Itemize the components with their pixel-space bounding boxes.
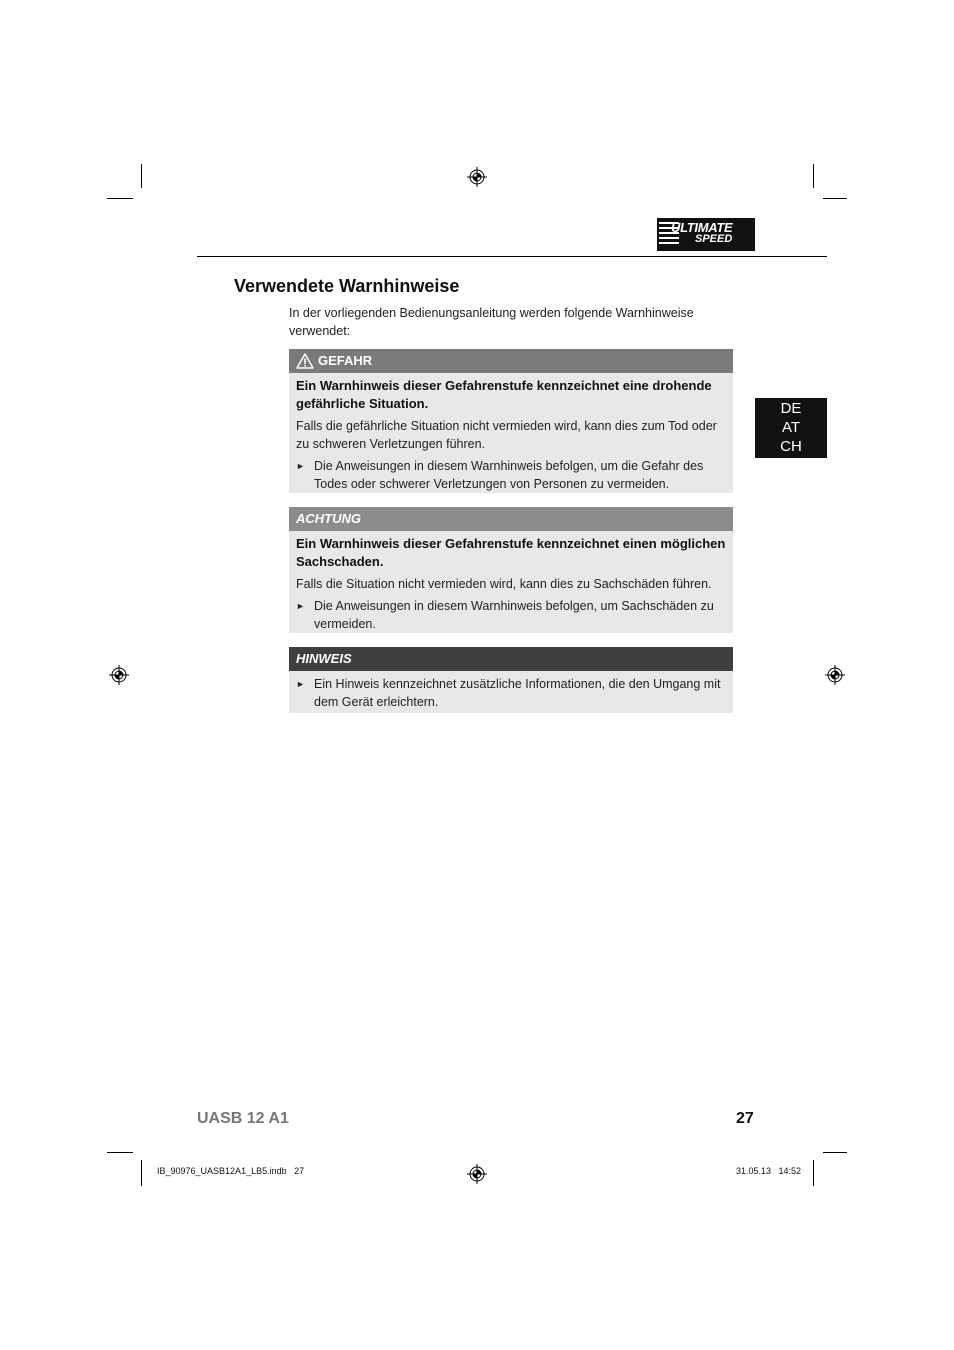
language-code: CH — [780, 438, 802, 455]
intro-paragraph: In der vorliegenden Bedienungsanleitung werden folgende Warnhinweise verwendet: — [289, 306, 694, 338]
crop-mark — [141, 164, 142, 188]
warning-box-header — [289, 507, 733, 531]
warning-box-header — [289, 349, 733, 373]
footer-model-name: UASB 12 A1 — [197, 1110, 289, 1127]
registration-mark-icon — [467, 1164, 487, 1184]
warning-box-gefahr — [289, 349, 733, 493]
crop-mark — [823, 1152, 847, 1153]
bullet-text: Die Anweisungen in diesem Warnhinweis befolgen, um Sachschäden zu vermeiden. — [314, 599, 714, 631]
registration-mark-icon — [109, 665, 129, 685]
warning-box-hinweis — [289, 647, 733, 713]
list-item — [296, 597, 726, 633]
warning-box-label: ACHTUNG — [296, 511, 361, 526]
warning-box-lead: Ein Warnhinweis dieser Gefahrenstufe kennzeichnet einen möglichen Sachschaden. — [296, 536, 726, 569]
page-title: Verwendete Warnhinweise — [234, 276, 460, 296]
warning-box-header — [289, 647, 733, 671]
warning-box-achtung — [289, 507, 733, 633]
print-slug-file: IB_90976_UASB12A1_LB5.indb 27 — [157, 1166, 305, 1176]
crop-mark — [823, 198, 847, 199]
bullet-arrow-icon: ► — [296, 679, 305, 689]
warning-triangle-icon — [296, 353, 314, 369]
language-code: AT — [781, 419, 801, 436]
warning-box-label: HINWEIS — [296, 651, 352, 666]
warning-box-label: GEFAHR — [318, 353, 373, 368]
registration-mark-icon — [467, 167, 487, 187]
list-item — [296, 457, 726, 493]
bullet-text: Ein Hinweis kennzeichnet zusätzliche Informationen, die den Umgang mit dem Gerät erleichtern. — [314, 677, 721, 709]
registration-mark-icon — [825, 665, 845, 685]
crop-mark — [107, 198, 133, 199]
logo-text-line1: ULTIMATE — [671, 220, 733, 235]
bullet-arrow-icon: ► — [296, 461, 305, 471]
list-item — [296, 675, 726, 711]
bullet-text: Die Anweisungen in diesem Warnhinweis befolgen, um die Gefahr des Todes oder schwerer Verletzungen von Personen zu vermeiden. — [314, 459, 704, 491]
warning-box-text: Falls die Situation nicht vermieden wird, kann dies zu Sachschäden führen. — [296, 577, 712, 591]
print-slug-date: 31.05.13 14:52 — [736, 1166, 802, 1176]
language-code: DE — [780, 400, 802, 417]
crop-mark — [813, 164, 814, 188]
warning-box-text: Falls die gefährliche Situation nicht vermieden wird, kann dies zum Tod oder zu schweren Verletzungen führen. — [296, 419, 717, 451]
warning-box-lead: Ein Warnhinweis dieser Gefahrenstufe kennzeichnet eine drohende gefährliche Situation. — [296, 378, 712, 411]
brand-logo — [657, 218, 755, 251]
bullet-arrow-icon: ► — [296, 601, 305, 611]
logo-text-line2: SPEED — [695, 233, 733, 245]
page-number: 27 — [736, 1110, 754, 1127]
crop-mark — [141, 1160, 142, 1186]
language-tab — [755, 398, 827, 458]
header-rule — [197, 256, 827, 257]
crop-mark — [813, 1160, 814, 1186]
crop-mark — [107, 1152, 133, 1153]
